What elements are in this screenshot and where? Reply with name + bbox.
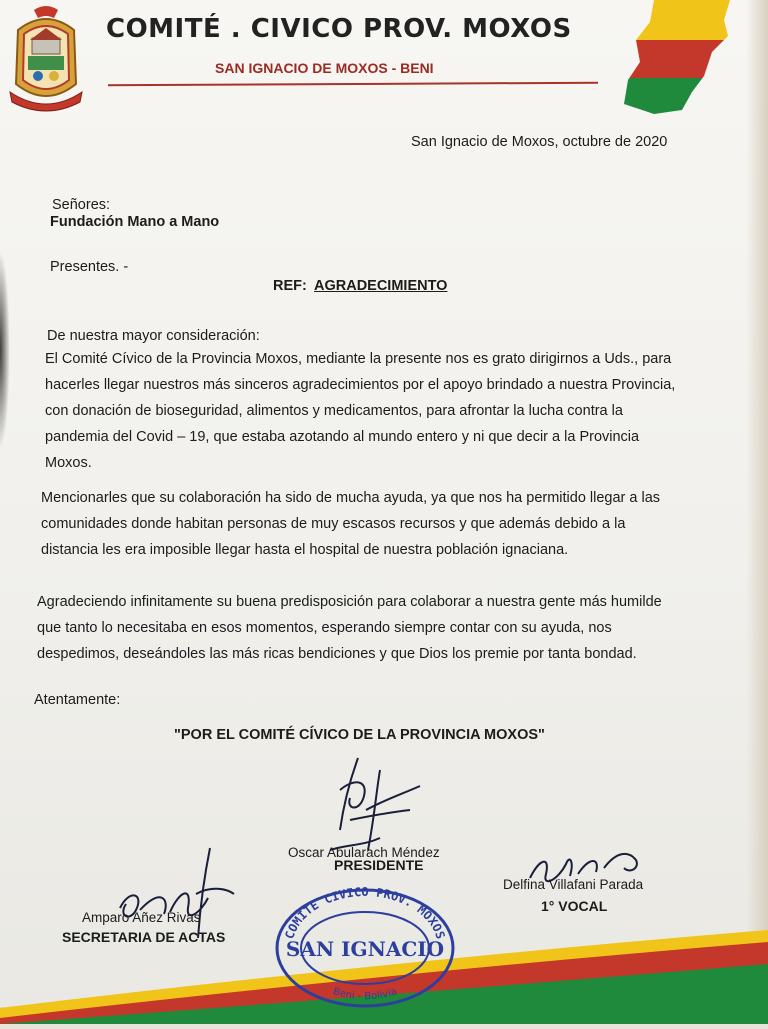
ref-subject: AGRADECIMIENTO (314, 278, 448, 294)
committee-location: SAN IGNACIO DE MOXOS - BENI (215, 60, 434, 76)
paragraph-line: El Comité Cívico de la Provincia Moxos, mediante la presente nos es grato dirigirnos a Uds., para (45, 351, 672, 367)
paragraph-line: distancia les era imposible llegar hasta el hospital de nuestra población ignaciana. (41, 542, 569, 558)
paragraph-line: Mencionarles que su colaboración ha sido de mucha ayuda, ya que nos ha permitido llegar a las (41, 490, 661, 506)
province-emblem-icon (6, 4, 86, 120)
paragraph-line: que tanto lo necesitaba en esos momentos, esperando siempre contar con su ayuda, nos (37, 620, 612, 636)
paragraph-line: despedimos, deseándoles las más ricas bendiciones y que Dios los premie por tanta bondad. (37, 646, 637, 662)
paragraph-line: con donación de bioseguridad, alimentos y medicamentos, para afrontar la lucha contra la (45, 403, 623, 419)
committee-motto: "POR EL COMITÉ CÍVICO DE LA PROVINCIA MOXOS" (174, 727, 545, 743)
date-line: San Ignacio de Moxos, octubre de 2020 (411, 134, 668, 150)
vocal-name: Delfina Villafani Parada (503, 877, 644, 892)
president-role: PRESIDENTE (334, 857, 424, 873)
stamp-bottom-text: Beni - Bolivia (331, 986, 399, 1003)
committee-title: COMITÉ . CIVICO PROV. MOXOS (106, 14, 572, 44)
secretary-name: Amparo Añez Rivas (82, 910, 201, 925)
paragraph-line: pandemia del Covid – 19, que estaba azotando al mundo entero y ni que decir a la Provincia (45, 429, 640, 445)
page-edge (746, 0, 768, 1024)
stamp-center-text: SAN IGNACIO (285, 937, 445, 961)
paragraph-line: Agradeciendo infinitamente su buena predisposición para colaborar a nuestra gente más humilde (37, 594, 662, 610)
recipient: Fundación Mano a Mano (50, 214, 220, 230)
closing: Atentamente: (34, 692, 121, 708)
official-stamp (270, 884, 460, 1008)
vocal-signature (520, 838, 650, 903)
moxos-map-logo-icon (620, 0, 742, 118)
vocal-role: 1° VOCAL (541, 898, 608, 914)
paragraph-line: comunidades donde habitan personas de muy escasos recursos y que además debido a la (41, 516, 626, 532)
ref-label: REF: (273, 278, 307, 294)
president-name: Oscar Abularach Méndez (288, 845, 440, 860)
paragraph-line: hacerles llegar nuestros más sinceros agradecimientos por el apoyo brindado a nuestra Provincia, (45, 377, 676, 393)
salutation: Señores: (52, 197, 111, 213)
page-shadow (0, 250, 10, 450)
paragraph-3 (37, 589, 662, 667)
paragraph-2 (41, 485, 660, 563)
svg-text:Beni - Bolivia (332, 986, 399, 1002)
presentes: Presentes. - (50, 259, 129, 275)
paragraph-line: Moxos. (45, 455, 92, 471)
paragraph-1 (45, 346, 675, 476)
header-divider (108, 82, 598, 87)
greeting: De nuestra mayor consideración: (47, 328, 260, 344)
stamp-arc-text: COMITE CIVICO PROV. MOXOS (282, 885, 448, 941)
secretary-role: SECRETARIA DE ACTAS (62, 929, 226, 945)
